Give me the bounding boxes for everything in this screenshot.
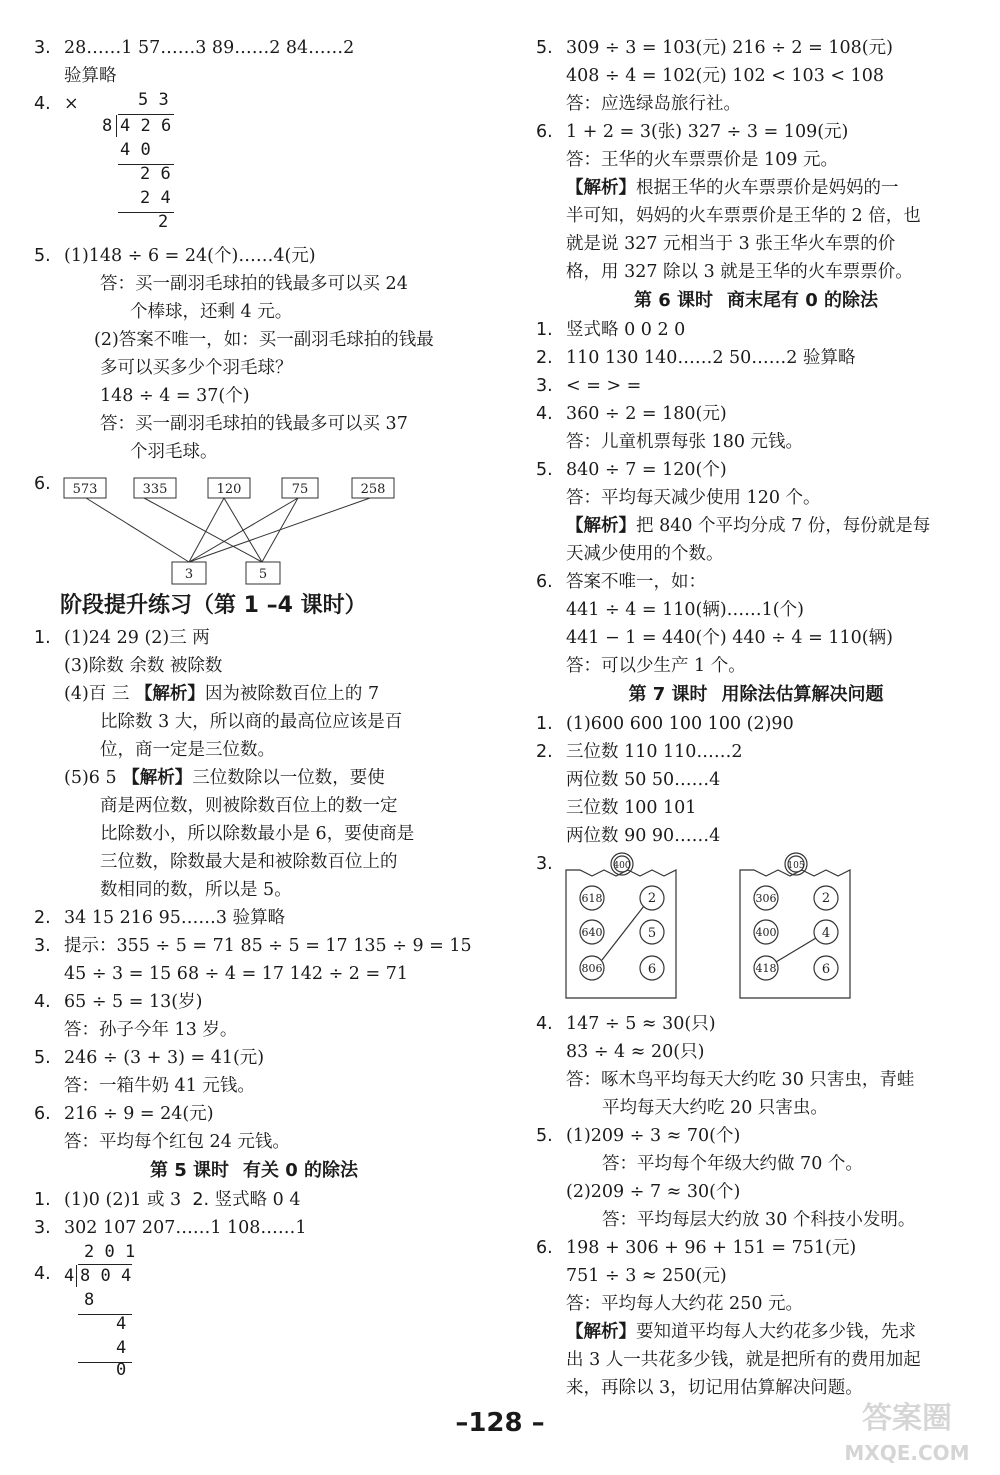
stage-title: 阶段提升练习（第 1 –4 课时） [60,593,367,618]
page-number: –128 – [455,1408,545,1438]
left-link [602,906,644,960]
svg-text:400: 400 [755,926,777,939]
q5-line: 5. (1)148 ÷ 6 = 24(个)……4(元) [34,246,316,266]
q3-line: 3. 28……1 57……3 89……2 84……2 [34,38,355,58]
svg-text:6: 6 [821,962,831,977]
label-120: 120 [216,482,242,497]
svg-text:806: 806 [581,962,603,975]
left-column: 3. 28……1 57……3 89……2 84……2 验算略 4. × 5 3 8 4 2 6 4 0 2 6 2 4 2 5. (1)148 ÷ 6 = 24(个)……4(元) 答：买一副羽毛球拍的钱最多可以买 24 个棒球，还剩 4 元。 (2)答案不唯一，如：买一副羽毛球拍的钱最 多可以买多少个羽毛球？ 148 ÷ 4 = 37(个) 答：买一副羽毛球拍的钱最多可以买 37 个羽毛球。 6. 573 335 120 75 258 3 5 阶段提升练习（第 1 –4 课时） 1. (1)24 29 (2)三 两 (3)除数 余数 被除数 (4)百 三 【解析】因为被除数百位上的 7 比除数 3 大，所以商的最高位应该是百 位，商一定是三位数。 (5)6 5 【解析】三位数除以一位数，要使 商是两位数，则被除数百位上的数一定 比除数小，所以除数最小是 6，要使商是 三位数，除数最大是和被除数百位上的 数相同的数，所以是 5。 2. 34 15 216 95……3 验算略 3. 提示：355 ÷ 5 = 71 85 ÷ 5 = 17 135 ÷ 9 = 15 45 ÷ 3 = 15 68 ÷ 4 = 17 142 ÷ 2 = 71 4. 65 ÷ 5 = 13(岁) 答：孙子今年 13 岁。 5. 246 ÷ (3 + 3) = 41(元) 答：一箱牛奶 41 元钱。 6. 216 ÷ 9 = 24(元) 答：平均每个红包 24 元钱。 第 5 课时 有关 0 的除法 1. (1)0 (2)1 或 3 2. 竖式略 0 4 3. 302 107 207……1 108……1 4. 2 0 1 4 8 0 4 8 4 4 0 [34,34,474,1376]
svg-text:418: 418 [755,962,777,975]
q3-check: 验算略 [64,66,117,86]
svg-text:618: 618 [581,892,603,905]
l5q4-long-division: 4. 2 0 1 4 8 0 4 8 4 4 0 [34,1242,136,1380]
svg-text:答案圈: 答案圈 [862,1401,952,1436]
svg-text:5: 5 [647,926,657,941]
q6-svg [34,470,474,588]
l7q3-matching-diagram: 3. 400 105 618 640 806 2 5 6 306 400 418 2 4 6 [536,850,976,1010]
link-120-3 [189,498,224,562]
link-573-3 [86,498,189,562]
q4-line: 4. × [34,94,79,114]
lesson6-heading: 第 6 课时 商末尾有 0 的除法 [633,290,879,311]
label-75: 75 [291,482,309,497]
svg-text:2: 2 [647,891,657,906]
l7q3-svg [536,850,976,1010]
lesson7-heading: 第 7 课时 用除法估算解决问题 [628,684,884,705]
svg-text:4: 4 [821,926,831,941]
label-258: 258 [360,482,386,497]
label-335: 335 [142,482,168,497]
right-column: 5. 309 ÷ 3 = 103(元) 216 ÷ 2 = 108(元) 408 ÷ 4 = 102(元) 102 < 103 < 108 答：应选绿岛旅行社。 6. 1 + 2 = 3(张) 327 ÷ 3 = 109(元) 答：王华的火车票票价是 109 元。 【解析】根据王华的火车票票价是妈妈的一 半可知，妈妈的火车票票价是王华的 2 倍，也 就是说 327 元相当于 3 张王华火车票的价 格，用 327 除以 3 就是王华的火车票票价。 第 6 课时 商末尾有 0 的除法 1. 竖式略 0 0 2 0 2. 110 130 140……2 50……2 验算略 3. < = > = 4. 360 ÷ 2 = 180(元) 答：儿童机票每张 180 元钱。 5. 840 ÷ 7 = 120(个) 答：平均每天减少使用 120 个。 【解析】把 840 个平均分成 7 份，每份就是每 天减少使用的个数。 6. 答案不唯一，如： 441 ÷ 4 = 110(辆)……1(个) 441 − 1 = 440(个) 440 ÷ 4 = 110(辆) 答：可以少生产 1 个。 第 7 课时 用除法估算解决问题 1. (1)600 600 100 100 (2)90 2. 三位数 110 110……2 两位数 50 50……4 三位数 100 101 两位数 90 90……4 3. 400 105 618 640 806 2 5 6 306 400 418 2 4 6 4. 147 ÷ 5 ≈ 30(只) 83 ÷ 4 ≈ 20(只) 答：啄木鸟平均每天大约吃 30 只害虫，青蛙 平均每天大约吃 20 只害虫。 5. (1)209 ÷ 3 ≈ 70(个) 答：平均每个年级大约做 70 个。 (2)209 ÷ 7 ≈ 30(个) 答：平均每层大约放 30 个科技小发明。 6. 198 + 306 + 96 + 151 = 751(元) 751 ÷ 3 ≈ 250(元) 答：平均每人大约花 250 元。 【解析】要知道平均每人大约花多少钱，先求 出 3 人一共花多少钱，就是把所有的费用加起 来，再除以 3，切记用估算解决问题。 [536,34,976,1402]
label-3: 3 [184,567,194,582]
svg-text:640: 640 [581,926,603,939]
link-258-3 [189,498,370,562]
svg-text:105: 105 [787,861,805,871]
svg-text:2: 2 [821,891,831,906]
svg-text:306: 306 [755,892,777,905]
q6-matching-diagram: 6. 573 335 120 75 258 3 5 [34,470,474,588]
label-5: 5 [258,567,268,582]
watermark-logo [832,1388,982,1468]
svg-text:400: 400 [613,861,631,871]
right-link [776,938,816,962]
q4-long-division: 5 3 8 4 2 6 4 0 2 6 2 4 2 [34,90,474,214]
label-573: 573 [72,482,98,497]
svg-text:6: 6 [647,962,657,977]
lesson5-heading: 第 5 课时 有关 0 的除法 [149,1160,359,1181]
svg-text:MXQE.COM: MXQE.COM [844,1441,970,1465]
